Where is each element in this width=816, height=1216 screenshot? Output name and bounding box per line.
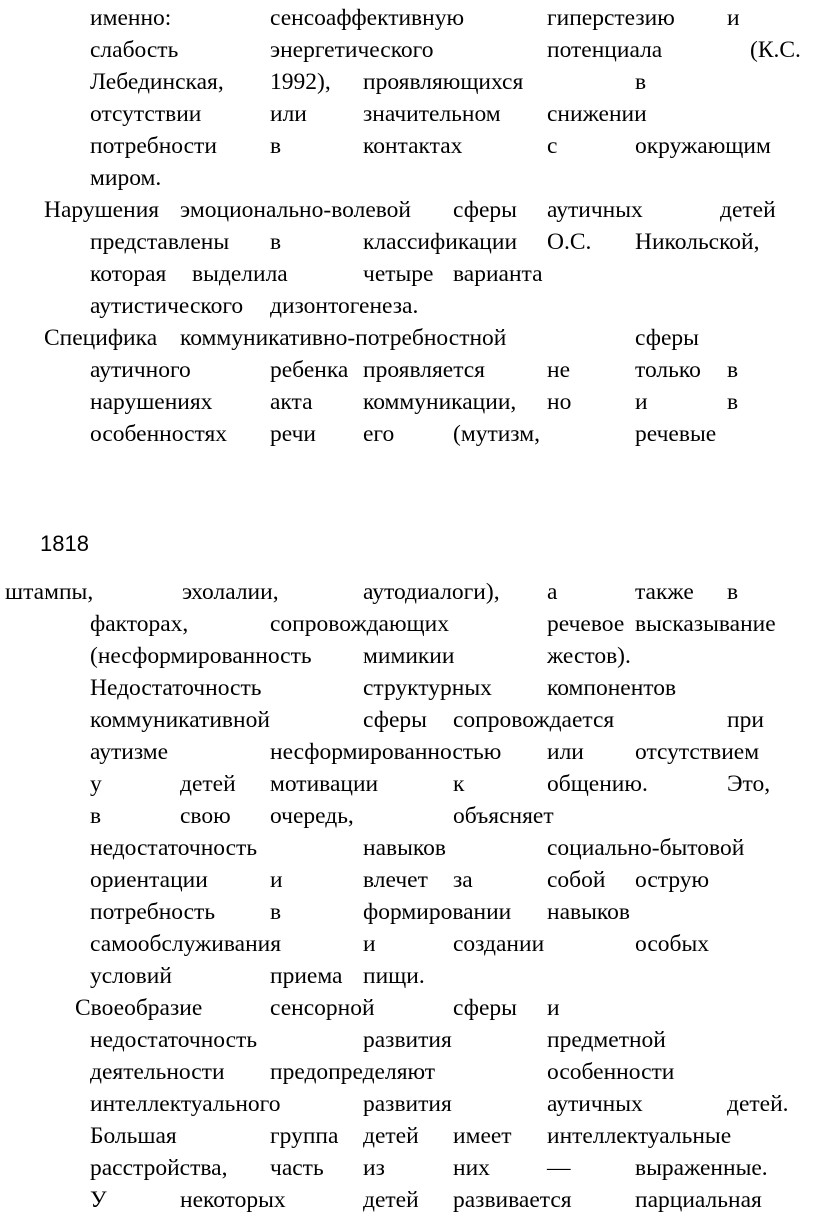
- word: развития: [363, 1027, 452, 1053]
- word: аутодиалоги),: [363, 579, 500, 605]
- word: структурных: [363, 675, 492, 701]
- word: навыков: [547, 899, 630, 925]
- word: некоторых: [180, 1187, 286, 1213]
- word: варианта: [453, 261, 543, 287]
- word: которая: [90, 261, 167, 287]
- word: в: [270, 133, 282, 159]
- word: и: [270, 867, 283, 893]
- word: детей: [363, 1123, 419, 1149]
- word: интеллектуальные: [547, 1123, 732, 1149]
- word: а: [547, 579, 558, 605]
- word: классификации: [363, 229, 518, 255]
- word: Нарушения: [44, 197, 160, 223]
- word: детей: [363, 1187, 419, 1213]
- word: эхолалии,: [182, 579, 279, 605]
- word: приема: [270, 963, 343, 989]
- word: именно:: [90, 5, 172, 31]
- word: компонентов: [547, 675, 677, 701]
- word: но: [547, 389, 572, 415]
- word: в: [727, 579, 739, 605]
- word: пищи.: [363, 963, 425, 989]
- word: предметной: [547, 1027, 666, 1053]
- word: не: [547, 357, 571, 383]
- word: сферы: [363, 707, 427, 733]
- word: и: [547, 995, 560, 1021]
- word: предопределяют: [270, 1059, 436, 1085]
- word: мимикии: [363, 643, 455, 669]
- word: в: [727, 389, 739, 415]
- word: —: [547, 1155, 571, 1181]
- word: условий: [90, 963, 172, 989]
- word: Своеобразие: [75, 995, 203, 1021]
- word: из: [363, 1155, 385, 1181]
- word: самообслуживания: [90, 931, 282, 957]
- word: также: [635, 579, 694, 605]
- word: выделила: [192, 261, 288, 287]
- word: отсутствием: [635, 739, 760, 765]
- word: с: [547, 133, 558, 159]
- word: контактах: [363, 133, 463, 159]
- word: у: [90, 771, 102, 797]
- word: при: [727, 707, 764, 733]
- word: мотивации: [270, 771, 379, 797]
- word: аутичных: [547, 1091, 643, 1117]
- word: навыков: [363, 835, 446, 861]
- word: развивается: [453, 1187, 572, 1213]
- word: развития: [363, 1091, 452, 1117]
- word: социально-бытовой: [547, 835, 745, 861]
- word: факторах,: [90, 611, 189, 637]
- word: (мутизм,: [453, 421, 540, 447]
- word: аутичного: [90, 357, 191, 383]
- word: Большая: [90, 1123, 177, 1149]
- word: очередь,: [270, 803, 354, 829]
- word: сферы: [635, 325, 699, 351]
- word: особенности: [547, 1059, 675, 1085]
- word: энергетического: [270, 37, 434, 63]
- word: влечет: [363, 867, 428, 893]
- word: Никольской,: [635, 229, 760, 255]
- word: сферы: [453, 197, 517, 223]
- word: четыре: [363, 261, 434, 287]
- word: за: [453, 867, 473, 893]
- word: У: [90, 1187, 107, 1213]
- word: выраженные.: [635, 1155, 768, 1181]
- word: аутистического: [90, 293, 244, 319]
- word: его: [363, 421, 395, 447]
- word: эмоционально-волевой: [180, 197, 412, 223]
- word: детей: [180, 771, 236, 797]
- word: представлены: [90, 229, 230, 255]
- word: в: [270, 899, 282, 925]
- word: объясняет: [453, 803, 554, 829]
- word: слабость: [90, 37, 179, 63]
- word: штампы,: [5, 579, 94, 605]
- word: и: [727, 5, 740, 31]
- word: группа: [270, 1123, 339, 1149]
- word: к: [453, 771, 465, 797]
- word: речевые: [635, 421, 717, 447]
- word: расстройства,: [90, 1155, 228, 1181]
- word: (К.С.: [750, 37, 801, 63]
- word: проявляется: [363, 357, 485, 383]
- word: аутичных: [547, 197, 643, 223]
- word: коммуникативной: [90, 707, 270, 733]
- word: острую: [635, 867, 710, 893]
- word: окружающим: [635, 133, 771, 159]
- word: общению.: [547, 771, 648, 797]
- word: в: [727, 357, 739, 383]
- word: отсутствии: [90, 101, 202, 127]
- word: ребенка: [270, 357, 349, 383]
- word: миром.: [90, 165, 162, 191]
- word: значительном: [363, 101, 501, 127]
- word: сферы: [453, 995, 517, 1021]
- word: только: [635, 357, 701, 383]
- word: высказывание: [635, 611, 776, 637]
- word: формировании: [363, 899, 512, 925]
- word: свою: [180, 803, 231, 829]
- word: (несформированность: [90, 643, 312, 669]
- word: сопровождается: [453, 707, 615, 733]
- word: сопровождающих: [270, 611, 449, 637]
- word: жестов).: [547, 643, 631, 669]
- word: них: [453, 1155, 490, 1181]
- word: несформированностью: [270, 739, 502, 765]
- word: особенностях: [90, 421, 228, 447]
- word: создании: [453, 931, 545, 957]
- word: ориентации: [90, 867, 208, 893]
- word: или: [547, 739, 584, 765]
- word: О.С.: [547, 229, 592, 255]
- word: Лебединская,: [90, 69, 224, 95]
- word: недостаточность: [90, 835, 258, 861]
- word: и: [635, 389, 648, 415]
- page-number: 1818: [40, 531, 89, 556]
- word: проявляющихся: [363, 69, 524, 95]
- word: и: [363, 931, 376, 957]
- word: недостаточность: [90, 1027, 258, 1053]
- word: акта: [270, 389, 313, 415]
- word: в: [635, 69, 647, 95]
- word: в: [90, 803, 102, 829]
- word: Специфика: [44, 325, 158, 351]
- word: сенсорной: [270, 995, 375, 1021]
- word: аутизме: [90, 739, 169, 765]
- word: нарушениях: [90, 389, 213, 415]
- word: потенциала: [547, 37, 663, 63]
- word: Недостаточность: [90, 675, 262, 701]
- word: сенсоаффективную: [270, 5, 465, 31]
- word: деятельности: [90, 1059, 225, 1085]
- word: детей.: [727, 1091, 789, 1117]
- word: потребность: [90, 899, 216, 925]
- word: снижении: [547, 101, 647, 127]
- word: потребности: [90, 133, 217, 159]
- word: парциальная: [635, 1187, 762, 1213]
- word: дизонтогенеза.: [270, 293, 419, 319]
- word: в: [270, 229, 282, 255]
- word: имеет: [453, 1123, 512, 1149]
- word: 1992),: [270, 69, 331, 95]
- word: особых: [635, 931, 710, 957]
- word: коммуникации,: [363, 389, 517, 415]
- word: гиперстезию: [547, 5, 675, 31]
- word: интеллектуального: [90, 1091, 281, 1117]
- word: Это,: [727, 771, 771, 797]
- word: детей: [720, 197, 776, 223]
- word: или: [270, 101, 307, 127]
- word: речи: [270, 421, 316, 447]
- word: собой: [547, 867, 606, 893]
- word: коммуникативно-потребностной: [180, 325, 507, 351]
- word: часть: [270, 1155, 324, 1181]
- word: речевое: [547, 611, 625, 637]
